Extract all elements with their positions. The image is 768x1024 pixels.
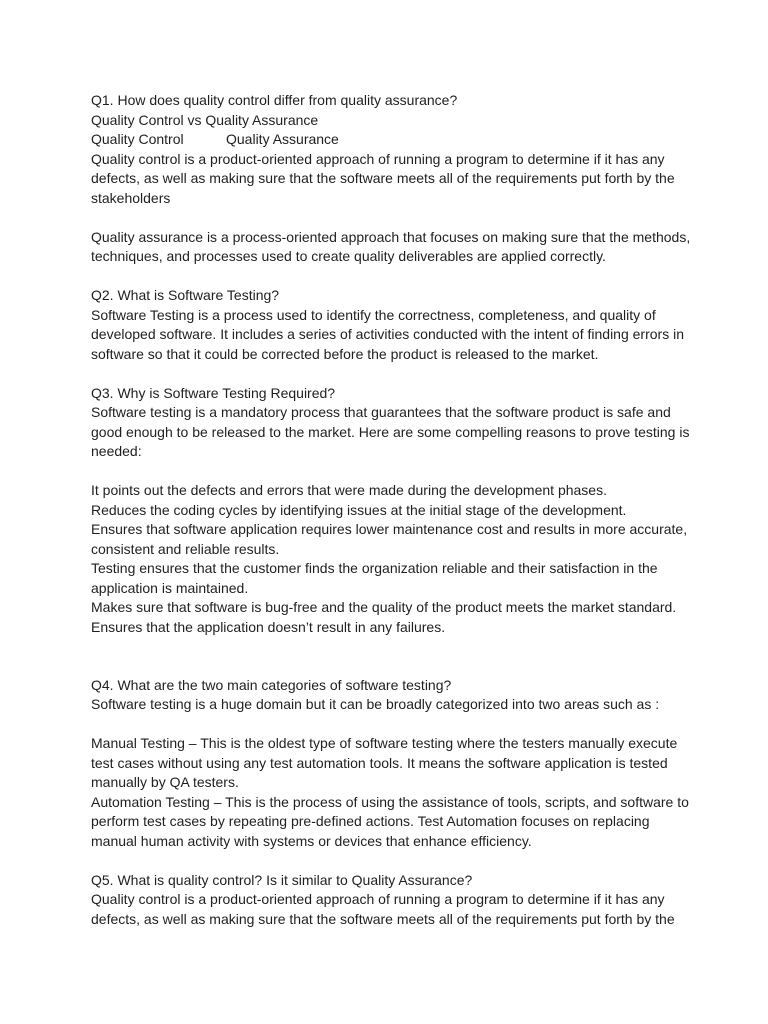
- q3-reason: Ensures that software application requires lower maintenance cost and results in more accurate, consistent and reliable results.: [91, 521, 688, 557]
- q2-question: Q2. What is Software Testing?: [91, 287, 280, 303]
- q3-reason: Testing ensures that the customer finds the organization reliable and their satisfaction in the application is maintained.: [91, 560, 658, 596]
- spacer: [91, 462, 691, 482]
- q3-question: Q3. Why is Software Testing Required?: [91, 384, 336, 401]
- q1-question: Q1. How does quality control differ from quality assurance?: [91, 92, 458, 108]
- spacer: [91, 637, 691, 676]
- q4-intro: Software testing is a huge domain but it can be broadly categorized into two areas such as :: [91, 696, 660, 712]
- q1-subtitle: Quality Control vs Quality Assurance: [91, 111, 319, 128]
- q3-reason: Ensures that the application doesn’t result in any failures.: [91, 618, 446, 635]
- spacer: [91, 267, 691, 287]
- q1-col-left: Quality Control: [91, 131, 184, 147]
- q3-reason: Makes sure that software is bug-free and the quality of the product meets the market standard.: [91, 599, 677, 615]
- spacer: [91, 851, 691, 871]
- q1-col-right: Quality Assurance: [226, 131, 339, 147]
- q4-question: Q4. What are the two main categories of software testing?: [91, 676, 452, 693]
- q2-answer: Software Testing is a process used to identify the correctness, completeness, and quality of developed software. It includes a series of activities conducted with the intent of finding errors in software so that it could be corrected before the product is released to the market.: [91, 306, 684, 362]
- q3-answer: Software testing is a mandatory process that guarantees that the software product is safe and good enough to be released to the market. Here are some compelling reasons to prove testing is needed:: [91, 404, 690, 459]
- q5-question: Q5. What is quality control? Is it similar to Quality Assurance?: [91, 871, 473, 888]
- q3-reason: It points out the defects and errors that were made during the development phases.: [91, 482, 607, 498]
- q5-answer: Quality control is a product-oriented approach of running a program to determine if it has any defects, as well as making sure that the software meets all of the requirements put forth by the: [91, 891, 675, 927]
- q4-automation-testing: Automation Testing – This is the process of using the assistance of tools, scripts, and software to perform test cases by repeating pre-defined actions. Test Automation focuses on replacing manual human activity with systems or devices that enhance efficiency.: [91, 793, 689, 849]
- q4-manual-testing: Manual Testing – This is the oldest type of software testing where the testers manually execute test cases without using any test automation tools. It means the software application is tested manually by QA testers.: [91, 735, 678, 790]
- spacer: [91, 715, 691, 735]
- spacer: [91, 364, 691, 384]
- q1-paragraph-quality-control: Quality control is a product-oriented approach of running a program to determine if it has any defects, as well as making sure that the software meets all of the requirements put forth by the stakeholders: [91, 150, 675, 206]
- q3-reason: Reduces the coding cycles by identifying issues at the initial stage of the development.: [91, 501, 627, 518]
- document-page: [91, 91, 691, 929]
- q1-column-headers: [91, 130, 691, 150]
- spacer: [91, 208, 691, 228]
- q1-paragraph-quality-assurance: Quality assurance is a process-oriented approach that focuses on making sure that the methods, techniques, and processes used to create quality deliverables are applied correctly.: [91, 228, 691, 264]
